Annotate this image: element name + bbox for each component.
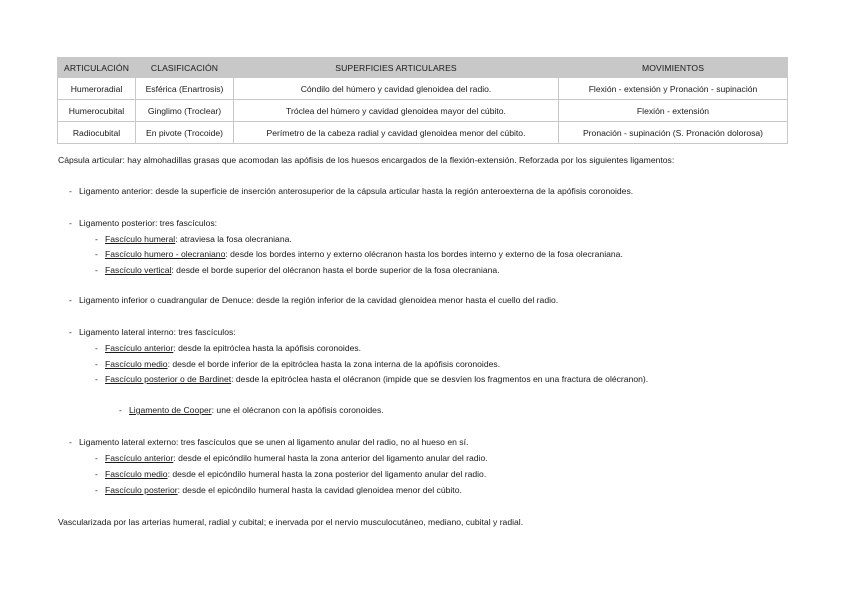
ligamento-posterior-title — [69, 218, 217, 229]
ligamento-posterior-title-text: Ligamento posterior: tres fascículos: — [79, 218, 218, 228]
list-item — [95, 265, 500, 276]
list-item — [95, 359, 500, 370]
table-cell: Humerocubital — [58, 100, 136, 122]
bullet-dash: - — [119, 405, 122, 415]
bullet-dash: - — [69, 327, 72, 337]
list-item — [95, 249, 623, 260]
fasciculo-name: Fascículo vertical — [105, 265, 172, 275]
capsula-paragraph: Cápsula articular: hay almohadillas grasas que acomodan las apófisis de los huesos encargados de la flexión-extensión. Reforzada por los siguientes ligamentos: — [58, 155, 675, 165]
table-cell: Ginglimo (Troclear) — [136, 100, 234, 122]
bullet-dash: - — [69, 295, 72, 305]
ligamento-anterior — [69, 186, 633, 197]
header-movimientos: MOVIMIENTOS — [559, 58, 788, 78]
fasciculo-text: : desde el epicóndilo humeral hasta la cavidad glenoidea menor del cúbito. — [177, 485, 462, 495]
table-cell: Cóndilo del húmero y cavidad glenoidea del radio. — [234, 78, 559, 100]
ligamento-inferior — [69, 295, 558, 306]
list-item — [95, 343, 361, 354]
fasciculo-text: : desde el epicóndilo humeral hasta la zona posterior del ligamento anular del radio. — [167, 469, 487, 479]
table-header-row — [58, 58, 788, 78]
bullet-dash: - — [95, 249, 98, 259]
bullet-dash: - — [69, 437, 72, 447]
bullet-dash: - — [95, 265, 98, 275]
fasciculo-text: : desde la epitróclea hasta el olécranon (impide que se desvíen los fragmentos en una fractura de olécranon). — [231, 374, 649, 384]
list-item — [95, 469, 486, 480]
list-item-cooper — [119, 405, 384, 416]
cooper-text: : une el olécranon con la apófisis coronoides. — [211, 405, 384, 415]
table-cell: Perímetro de la cabeza radial y cavidad glenoidea menor del cúbito. — [234, 122, 559, 144]
table-cell: Pronación - supinación (S. Pronación dolorosa) — [559, 122, 788, 144]
ligamento-inferior-text: Ligamento inferior o cuadrangular de Denuce: desde la región inferior de la cavidad glenoidea menor hasta el cuello del radio. — [79, 295, 559, 305]
fasciculo-text: : desde el epicóndilo humeral hasta la zona anterior del ligamento anular del radio. — [173, 453, 488, 463]
table-cell: Humeroradial — [58, 78, 136, 100]
ligamento-anterior-text: Ligamento anterior: desde la superficie de inserción anterosuperior de la cápsula articular hasta la región anteroexterna de la apófisis coronoides. — [79, 186, 634, 196]
cooper-name: Ligamento de Cooper — [129, 405, 212, 415]
table-cell: Flexión - extensión — [559, 100, 788, 122]
fasciculo-name: Fascículo humero - olecraniano — [105, 249, 226, 259]
fasciculo-name: Fascículo humeral — [105, 234, 176, 244]
bullet-dash: - — [95, 359, 98, 369]
list-item — [95, 453, 488, 464]
list-item — [95, 485, 462, 496]
fasciculo-text: : desde la epitróclea hasta la apófisis coronoides. — [173, 343, 362, 353]
bullet-dash: - — [95, 343, 98, 353]
fasciculo-name: Fascículo posterior — [105, 485, 178, 495]
ligamento-lateral-externo-title-text: Ligamento lateral externo: tres fascículos que se unen al ligamento anular del radio, no al hueso en sí. — [79, 437, 469, 447]
header-articulacion: ARTICULACIÓN — [58, 58, 136, 78]
table-cell: En pivote (Trocoide) — [136, 122, 234, 144]
bullet-dash: - — [95, 234, 98, 244]
vascularizacion-paragraph: Vascularizada por las arterias humeral, radial y cubital; e inervada por el nervio musculocutáneo, mediano, cubital y radial. — [58, 517, 524, 527]
header-clasificacion: CLASIFICACIÓN — [136, 58, 234, 78]
bullet-dash: - — [69, 218, 72, 228]
fasciculo-name: Fascículo anterior — [105, 343, 174, 353]
table-cell: Flexión - extensión y Pronación - supinación — [559, 78, 788, 100]
ligamento-lateral-interno-title — [69, 327, 236, 338]
fasciculo-name: Fascículo anterior — [105, 453, 174, 463]
ligamento-lateral-interno-title-text: Ligamento lateral interno: tres fascículos: — [79, 327, 236, 337]
list-item — [95, 374, 648, 385]
fasciculo-text: : atraviesa la fosa olecraniana. — [175, 234, 292, 244]
bullet-dash: - — [95, 469, 98, 479]
table-row — [58, 100, 788, 122]
list-item — [95, 234, 292, 245]
header-superficies: SUPERFICIES ARTICULARES — [234, 58, 559, 78]
fasciculo-text: : desde el borde superior del olécranon hasta el borde superior de la fosa olecraniana. — [171, 265, 500, 275]
table-row — [58, 122, 788, 144]
bullet-dash: - — [69, 186, 72, 196]
articulations-table — [57, 57, 788, 144]
fasciculo-text: : desde el borde inferior de la epitróclea hasta la zona interna de la apófisis coronoides. — [167, 359, 501, 369]
fasciculo-name: Fascículo medio — [105, 359, 168, 369]
fasciculo-name: Fascículo posterior o de Bardinet — [105, 374, 232, 384]
bullet-dash: - — [95, 453, 98, 463]
table-cell: Tróclea del húmero y cavidad glenoidea mayor del cúbito. — [234, 100, 559, 122]
table-row — [58, 78, 788, 100]
ligamento-lateral-externo-title — [69, 437, 468, 448]
table-cell: Esférica (Enartrosis) — [136, 78, 234, 100]
fasciculo-name: Fascículo medio — [105, 469, 168, 479]
bullet-dash: - — [95, 485, 98, 495]
fasciculo-text: : desde los bordes interno y externo olécranon hasta los bordes interno y externo de la fosa olecraniana. — [225, 249, 623, 259]
table-cell: Radiocubital — [58, 122, 136, 144]
bullet-dash: - — [95, 374, 98, 384]
